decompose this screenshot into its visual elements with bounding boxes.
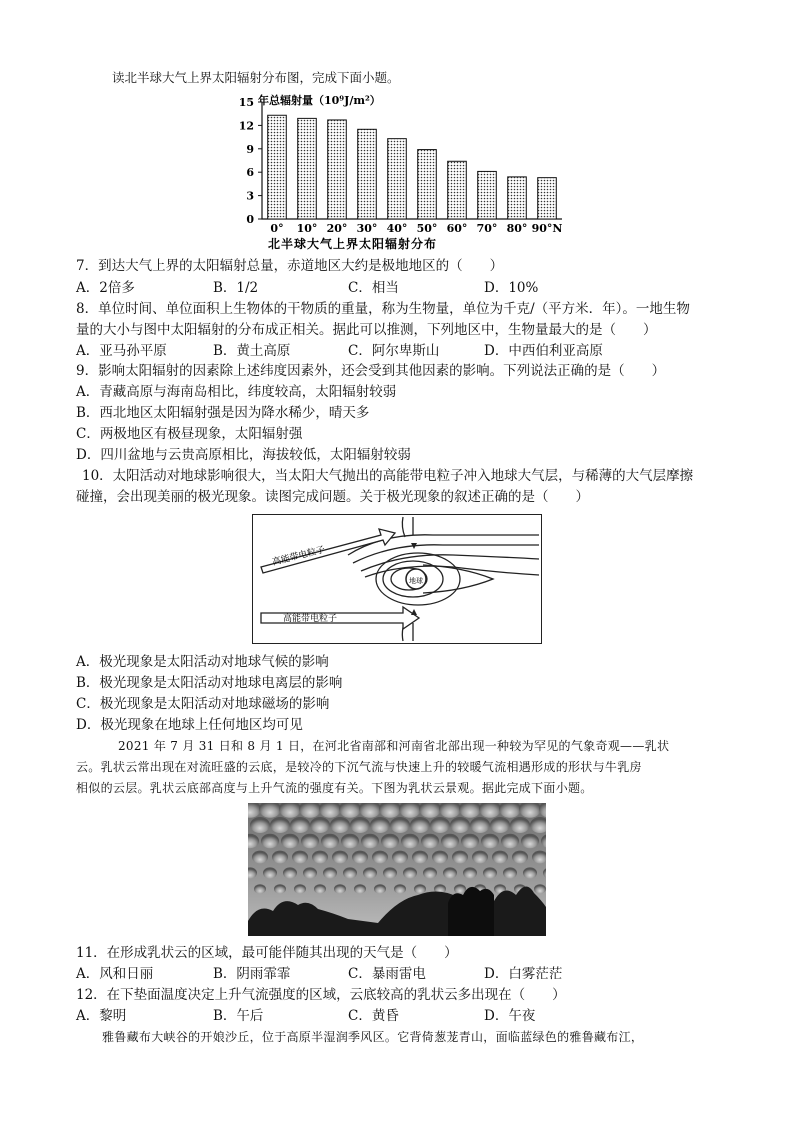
intro-text-1: 读北半球大气上界太阳辐射分布图，完成下面小题。 [112, 70, 400, 85]
cloud-pouch [492, 851, 508, 864]
radiation-bar-chart [228, 92, 588, 252]
cloud-pouch [361, 834, 379, 848]
cloud-pouch [352, 851, 368, 864]
bar-7 [478, 171, 497, 219]
q11-option-c: C．暴雨雷电 [348, 966, 426, 982]
cloud-pouch [301, 834, 319, 848]
cloud-pouch [303, 867, 317, 878]
particle-label-2: 高能带电粒子 [283, 614, 338, 624]
cloud-pouch [270, 817, 290, 833]
cloud-pouch [481, 834, 499, 848]
q10-option-a: A．极光现象是太阳活动对地球气候的影响 [76, 654, 329, 670]
bar-2 [328, 120, 347, 219]
q7-option-d: D．10% [484, 280, 539, 296]
cloud-pouch [283, 867, 297, 878]
cloud-pouch [463, 867, 477, 878]
cloud-pouch [501, 834, 519, 848]
cloud-pouch [512, 851, 528, 864]
q8-option-a: A．亚马孙平原 [76, 343, 167, 359]
cloud-pouch [332, 851, 348, 864]
q12-stem: 12．在下垫面温度决定上升气流强度的区域，云底较高的乳状云多出现在（ ） [76, 987, 566, 1003]
cloud-pouch [410, 817, 430, 833]
cloud-pouch [372, 851, 388, 864]
cloud-pouch [414, 884, 426, 894]
cloud-pouch [510, 817, 530, 833]
cloud-pouch [314, 884, 326, 894]
q9-option-a: A．青藏高原与海南岛相比，纬度较高，太阳辐射较弱 [76, 384, 397, 400]
cloud-pouch [363, 867, 377, 878]
x-tick-label: 50° [416, 222, 438, 235]
q8-option-c: C．阿尔卑斯山 [348, 343, 440, 359]
x-tick-label: 80° [506, 222, 528, 235]
q7-stem: 7．到达大气上界的太阳辐射总量，赤道地区大约是极地地区的（ ） [76, 258, 504, 274]
q10-option-c: C．极光现象是太阳活动对地球磁场的影响 [76, 696, 330, 712]
cloud-pouch [321, 834, 339, 848]
y-tick-label: 0 [246, 213, 254, 226]
q11-option-a: A．风和日丽 [76, 966, 154, 982]
cloud-pouch [312, 851, 328, 864]
x-tick-label: 70° [476, 222, 498, 235]
bar-0 [268, 115, 287, 219]
chart-title: 北半球大气上界太阳辐射分布 [268, 237, 438, 251]
cloud-pouch [483, 867, 497, 878]
cloud-pouch [450, 817, 470, 833]
cloud-pouch [343, 867, 357, 878]
cloud-pouch [254, 884, 266, 894]
bar-1 [298, 118, 317, 219]
y-tick-label: 3 [246, 189, 254, 203]
cloud-pouch [383, 867, 397, 878]
q11-option-b: B．阴雨霏霏 [213, 966, 291, 982]
bar-8 [508, 177, 527, 219]
q10-stem-line1: 10．太阳活动对地球影响很大，当太阳大气抛出的高能带电粒子冲入地球大气层，与稀薄的大气层摩擦 [82, 468, 694, 484]
cloud-pouch [430, 817, 450, 833]
q10-option-b: B．极光现象是太阳活动对地球电离层的影响 [76, 675, 343, 691]
q9-option-b: B．西北地区太阳辐射强是因为降水稀少，晴天多 [76, 405, 370, 421]
cloud-pouch [470, 817, 490, 833]
cloud-pouch [454, 884, 466, 894]
q8-option-d: D．中西伯利亚高原 [484, 343, 603, 359]
q8-stem-line1: 8．单位时间、单位面积上生物体的干物质的重量，称为生物量，单位为千克/（平方米．年）。一地生物 [76, 301, 690, 317]
bar-9 [538, 178, 557, 219]
cloud-pouch [390, 817, 410, 833]
cloud-pouch [261, 834, 279, 848]
q11-stem: 11．在形成乳状云的区域，最可能伴随其出现的天气是（ ） [76, 945, 458, 961]
x-tick-label: 30° [356, 222, 378, 235]
cloud-pouch [412, 851, 428, 864]
cloud-pouch [370, 817, 390, 833]
cloud-pouch [423, 867, 437, 878]
cloud-pouch [452, 851, 468, 864]
cloud-pouch [403, 867, 417, 878]
cloud-pouch [323, 867, 337, 878]
cloud-pouch [490, 817, 510, 833]
intro-text-2-line1: 2021 年 7 月 31 日和 8 月 1 日，在河北省南部和河南省北部出现一种较为罕见的气象奇观——乳状 [118, 739, 670, 753]
cloud-pouch [432, 851, 448, 864]
cloud-pouch [523, 867, 537, 878]
bar-5 [418, 150, 437, 219]
q7-option-b: B．1/2 [213, 280, 259, 296]
earth-label: 地球 [409, 577, 423, 585]
q10-option-d: D．极光现象在地球上任何地区均可见 [76, 717, 303, 733]
cloud-pouch [401, 834, 419, 848]
bar-3 [358, 129, 377, 219]
particle-label-1: 高能带电粒子 [271, 545, 327, 568]
cloud-pouch [263, 867, 277, 878]
y-tick-label: 6 [246, 166, 254, 180]
cloud-pouch [443, 867, 457, 878]
x-tick-label: 90°N [531, 222, 563, 235]
bar-4 [388, 139, 407, 219]
intro-text-2-line2: 云。乳状云常出现在对流旺盛的云底，是较冷的下沉气流与快速上升的较暖气流相遇形成的形状与牛乳房 [76, 760, 642, 774]
x-tick-label: 40° [386, 222, 408, 235]
chart-ylabel: 年总辐射量（10⁹J/m²） [258, 94, 381, 107]
q12-option-c: C．黄昏 [348, 1008, 399, 1024]
cloud-pouch [392, 851, 408, 864]
q11-option-d: D．白雾茫茫 [484, 966, 563, 982]
q9-option-d: D．四川盆地与云贵高原相比，海拔较低，太阳辐射较弱 [76, 447, 411, 463]
cloud-pouch [274, 884, 286, 894]
cloud-pouch [441, 834, 459, 848]
cloud-pouch [272, 851, 288, 864]
cloud-pouch [341, 834, 359, 848]
x-tick-label: 10° [296, 222, 318, 235]
cloud-pouch [294, 884, 306, 894]
q10-stem-line2: 碰撞，会出现美丽的极光现象。读图完成问题。关于极光现象的叙述正确的是（ ） [76, 489, 589, 505]
q7-option-a: A．2倍多 [76, 280, 135, 296]
cloud-pouch [461, 834, 479, 848]
mammatus-cloud-photo [248, 803, 546, 936]
x-tick-label: 0° [270, 222, 284, 235]
cloud-pouch [503, 867, 517, 878]
cloud-pouch [521, 834, 539, 848]
y-tick-label: 12 [238, 119, 254, 133]
magnetosphere-figure [252, 514, 542, 644]
cloud-pouch [394, 884, 406, 894]
cloud-pouch [290, 817, 310, 833]
cloud-pouch [421, 834, 439, 848]
cloud-pouch [374, 884, 386, 894]
cloud-pouch [354, 884, 366, 894]
cloud-pouch [292, 851, 308, 864]
y-tick-label: 15 [238, 96, 254, 109]
q7-option-c: C．相当 [348, 280, 399, 296]
cloud-pouch [310, 817, 330, 833]
cloud-pouch [534, 884, 546, 894]
x-tick-label: 60° [446, 222, 468, 235]
cloud-pouch [330, 817, 350, 833]
y-tick-label: 9 [246, 142, 254, 156]
cloud-pouch [381, 834, 399, 848]
q9-option-c: C．两极地区有极昼现象，太阳辐射强 [76, 426, 303, 442]
cloud-pouch [472, 851, 488, 864]
cloud-pouch [350, 817, 370, 833]
q12-option-a: A．黎明 [76, 1008, 127, 1024]
cloud-pouch [281, 834, 299, 848]
x-tick-label: 20° [326, 222, 348, 235]
intro-text-2-line3: 相似的云层。乳状云底部高度与上升气流的强度有关。下图为乳状云景观。据此完成下面小题。 [76, 781, 593, 795]
bar-6 [448, 161, 467, 219]
q8-option-b: B．黄土高原 [213, 343, 291, 359]
cloud-pouch [252, 851, 268, 864]
intro-text-3: 雅鲁藏布大峡谷的开娘沙丘，位于高原半湿润季风区。它背倚葱茏青山，面临蓝绿色的雅鲁藏布江， [102, 1030, 644, 1044]
q12-option-b: B．午后 [213, 1008, 264, 1024]
cloud-pouch [250, 817, 270, 833]
q9-stem: 9．影响太阳辐射的因素除上述纬度因素外，还会受到其他因素的影响。下列说法正确的是（ ） [76, 363, 666, 379]
cloud-pouch [334, 884, 346, 894]
q12-option-d: D．午夜 [484, 1008, 536, 1024]
q8-stem-line2: 量的大小与图中太阳辐射的分布成正相关。据此可以推测，下列地区中，生物量最大的是（ ） [76, 322, 657, 338]
